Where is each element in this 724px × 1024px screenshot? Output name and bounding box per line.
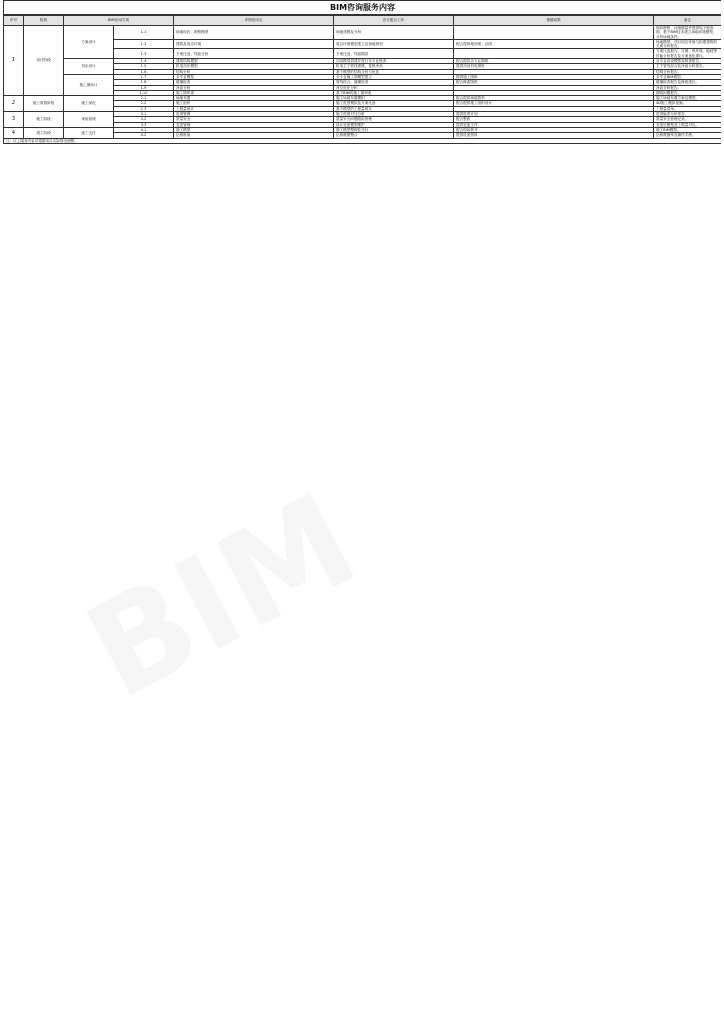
item-cooperation: 提供施工图纸 — [454, 74, 654, 79]
item-cooperation — [454, 49, 654, 59]
page-title: BIM咨询服务内容 — [4, 1, 722, 16]
item-detail: 场地建模及分析 — [334, 26, 454, 40]
header-bim-item: BIM应用方项 — [64, 15, 174, 26]
item-detail: 基于模型的结构分析与优化 — [334, 69, 454, 74]
table-row — [4, 26, 722, 40]
item-result: 场地模型，项目周边环境与拟建建筑的关系分析报告。 — [654, 39, 722, 49]
item-number: 1.8 — [114, 80, 174, 85]
sub-name: 施工深化 — [64, 96, 114, 112]
item-name: 施工图审查 — [174, 90, 334, 95]
item-cooperation: 提供变更文件 — [454, 122, 654, 127]
item-name: 机电初步模型 — [174, 64, 334, 69]
item-name: 建筑及周边环境 — [174, 39, 334, 49]
item-cooperation: 配合提供地形图、总图 — [454, 39, 654, 49]
item-number: 4.1 — [114, 127, 174, 132]
sub-name: 方案设计 — [64, 26, 114, 59]
sub-name: 施工图设计 — [64, 74, 114, 95]
item-detail: 周边环境模型建立及场地规划 — [334, 39, 454, 49]
item-number: 3.2 — [114, 117, 174, 122]
item-name: 方案比选、性能分析 — [174, 49, 334, 59]
item-result: 工程量清单。 — [654, 106, 722, 111]
header-cooperation: 各方配合工作 — [334, 15, 454, 26]
item-number: 2.3 — [114, 106, 174, 111]
item-name: 质量安全 — [174, 117, 334, 122]
item-cooperation: 提供设备资料 — [454, 133, 654, 138]
item-detail: 设计变更模型维护 — [334, 122, 454, 127]
item-name: 运维准备 — [174, 133, 334, 138]
item-result: 各专业初设模型及核查报告。 — [654, 59, 722, 64]
item-cooperation: 提供进度计划 — [454, 112, 654, 117]
notes: 注：以上服务内容可根据项目实际情况调整。 — [4, 138, 722, 143]
item-number: 2.2 — [114, 101, 174, 106]
item-detail: 净空优化分析 — [334, 85, 454, 90]
item-cooperation — [454, 26, 654, 40]
item-name: 净高分析 — [174, 85, 334, 90]
item-name: 工程量统计 — [174, 106, 334, 111]
item-result: 运维数据库及操作手册。 — [654, 133, 722, 138]
item-name: 全专业模型 — [174, 74, 334, 79]
item-number: 3.1 — [114, 112, 174, 117]
item-detail: 全专业施工图模型建立 — [334, 74, 454, 79]
item-number: 1.6 — [114, 69, 174, 74]
item-detail: 机电主干管线建模，复核净高 — [334, 64, 454, 69]
sub-name: 竣工交付 — [64, 127, 114, 138]
item-cooperation: 配合提供各专业图纸 — [454, 59, 654, 64]
header-result: 预期成果 — [454, 15, 654, 26]
item-name: 场地布置 — [174, 96, 334, 101]
service-table — [3, 0, 721, 144]
bim-service-sheet — [3, 0, 721, 1024]
item-detail: 施工进度对比分析 — [334, 112, 454, 117]
item-result: 变更后模型及工程量对比。 — [654, 122, 722, 127]
group-seq: 3 — [4, 112, 24, 128]
header-phase: 阶段 — [24, 15, 64, 26]
item-detail: 基于BIM的施工图审查 — [334, 90, 454, 95]
item-detail: 施工进度模拟及方案比选 — [334, 101, 454, 106]
watermark — [64, 464, 380, 728]
group-phase: 施工准备阶段 — [24, 96, 64, 112]
item-cooperation: 配合修改图纸 — [454, 80, 654, 85]
item-detail: 方案比选、性能模拟 — [334, 49, 454, 59]
item-name: 进度管理 — [174, 112, 334, 117]
item-number: 2.1 — [114, 96, 174, 101]
item-result: 净高分析报告。 — [654, 85, 722, 90]
item-detail: 竣工模型整理及交付 — [334, 127, 454, 132]
item-result: 竣工BIM模型。 — [654, 127, 722, 132]
item-name: 施工组织 — [174, 101, 334, 106]
item-number: 4.2 — [114, 133, 174, 138]
item-result: 全专业BIM模型。 — [654, 74, 722, 79]
group-phase: 设计阶段 — [24, 26, 64, 96]
group-seq: 4 — [4, 127, 24, 138]
header-remark: 备注 — [654, 15, 722, 26]
item-number: 1.5 — [114, 64, 174, 69]
header-seq: 序号 — [4, 15, 24, 26]
item-name: 建筑结构模型 — [174, 59, 334, 64]
item-cooperation: 配合提供场地资料 — [454, 96, 654, 101]
item-result: 图纸问题报告。 — [654, 90, 722, 95]
item-result: 施工场地布置方案及模型。 — [654, 96, 722, 101]
item-detail: 质量安全问题跟踪管理 — [334, 117, 454, 122]
item-number: 1.7 — [114, 74, 174, 79]
header-row — [4, 15, 722, 26]
group-seq: 2 — [4, 96, 24, 112]
item-number: 1.3 — [114, 49, 174, 59]
item-result: 4D施工模拟视频。 — [654, 101, 722, 106]
item-name: 场地现状、勘察模型 — [174, 26, 334, 40]
item-name: 变更管理 — [174, 122, 334, 127]
item-name: 结构分析 — [174, 69, 334, 74]
item-number: 1.9 — [114, 85, 174, 90]
item-number: 1.4 — [114, 59, 174, 64]
item-result: 质量安全管理记录。 — [654, 117, 722, 122]
item-number: 1.1 — [114, 26, 174, 40]
item-name: 碰撞检查 — [174, 80, 334, 85]
sub-name: 现场管理 — [64, 112, 114, 128]
item-detail: 初设模型搭建并进行各专业核查 — [334, 59, 454, 64]
item-result: 结构分析报告。 — [654, 69, 722, 74]
group-phase: 竣工阶段 — [24, 127, 64, 138]
item-detail: 运维数据整合 — [334, 133, 454, 138]
item-detail: 管线综合、碰撞检查 — [334, 80, 454, 85]
item-number: 1.2 — [114, 39, 174, 49]
item-result: 碰撞检查报告及修改建议。 — [654, 80, 722, 85]
item-result: 方案比选报告，日照、风环境、能耗等性能分析报告及方案优化建议。 — [654, 49, 722, 59]
item-detail: 基于模型的工程量统计 — [334, 106, 454, 111]
item-result: 进度偏差分析报告。 — [654, 112, 722, 117]
item-cooperation: 配合现场核对 — [454, 127, 654, 132]
item-result: 主干管线综合及净高分析报告。 — [654, 64, 722, 69]
group-seq: 1 — [4, 26, 24, 96]
header-detail: 详细应用点 — [174, 15, 334, 26]
sub-name: 初步设计 — [64, 59, 114, 75]
item-cooperation: 配合提供施工组织设计 — [454, 101, 654, 106]
item-number: 3.3 — [114, 122, 174, 127]
item-detail: 施工场地布置模拟 — [334, 96, 454, 101]
item-cooperation: 提供初设机电图纸 — [454, 64, 654, 69]
item-name: 竣工模型 — [174, 127, 334, 132]
item-result: 现状勘察、环境测量并提供电子地形图，基于BIM技术建立场地环境模型，分析场地条件。 — [654, 26, 722, 40]
group-phase: 施工阶段 — [24, 112, 64, 128]
notes-row — [4, 138, 722, 143]
item-cooperation: 配合整改 — [454, 117, 654, 122]
item-number: 1.10 — [114, 90, 174, 95]
